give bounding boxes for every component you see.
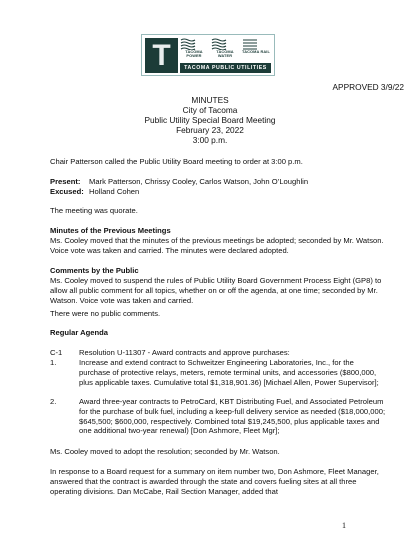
- water-unit-logo: [211, 38, 239, 60]
- quorum-text: The meeting was quorate.: [50, 206, 138, 215]
- comments-heading: Comments by the Public: [50, 266, 139, 275]
- excused-label: Excused:: [50, 187, 84, 196]
- c1-title: Resolution U-11307 - Award contracts and approve purchases:: [79, 348, 290, 357]
- present-line: [50, 177, 384, 187]
- logo-bar: TACOMA PUBLIC UTILITIES: [180, 63, 271, 73]
- no-comments-text: There were no public comments.: [50, 309, 161, 318]
- power-unit-logo: [180, 38, 208, 60]
- header-date: February 23, 2022: [176, 125, 244, 135]
- present-label: Present:: [50, 177, 81, 186]
- minutes-body: Ms. Cooley moved that the minutes of the previous meetings be adopted; seconded by Mr. Watson. Voice vote was taken and carried. The minutes were declared adopted.: [50, 236, 384, 255]
- approved-stamp: APPROVED 3/9/22: [332, 82, 404, 92]
- logo-letter: T: [145, 38, 178, 73]
- c1-number: C-1: [50, 348, 63, 357]
- agenda-heading: Regular Agenda: [50, 328, 108, 337]
- header-time: 3:00 p.m.: [192, 135, 228, 145]
- header-org: City of Tacoma: [182, 105, 238, 115]
- water-unit-label: TACOMA WATER: [216, 49, 234, 59]
- agenda-item-number: 1.: [50, 358, 57, 367]
- page-number: 1: [342, 521, 346, 530]
- motion-text: Ms. Cooley moved to adopt the resolution; seconded by Mr. Watson.: [50, 447, 280, 456]
- agenda-item-text: Increase and extend contract to Schweitzer Engineering Laboratories, Inc., for the purchase of protective relays, meters, remote terminal units, and accessories ($800,000, plus applicable taxes. Cumulative total $1,318,901.36) [Michael Allen, Power Supervisor];: [79, 358, 379, 387]
- rail-unit-label: TACOMA RAIL: [242, 49, 270, 54]
- header-title: MINUTES: [191, 95, 229, 105]
- comments-body: Ms. Cooley moved to suspend the rules of Public Utility Board Government Process Eight (GP8) to allow all public comment for all topics, whether on or off the agenda, at one time; seconded by Mr. Watson. Voice vote was taken and carried.: [50, 276, 382, 305]
- power-unit-label: TACOMA POWER: [185, 49, 203, 59]
- call-to-order: Chair Patterson called the Public Utility Board meeting to order at 3:00 p.m.: [50, 157, 303, 166]
- excused-names: Holland Cohen: [89, 187, 140, 196]
- rail-unit-logo: [242, 38, 270, 60]
- excused-line: [50, 187, 384, 197]
- agenda-item-number: 2.: [50, 397, 57, 406]
- agenda-item-text: Award three-year contracts to PetroCard, KBT Distributing Fuel, and Associated Petroleum for the purchase of bulk fuel, including a keep-full delivery service as needed ($18,000,000; $645,500; $600,000, respectively. Combined total $19,245,500, plus applicable taxes and one additional two-year renewal) [Don Ashmore, Fleet Mgr];: [79, 397, 386, 436]
- discussion-text: In response to a Board request for a summary on item number two, Don Ashmore, Fleet Manager, answered that the contract is awarded through the state and covers fueling sites at all three operating divisions. Dan McCabe, Rail Section Manager, added that: [50, 467, 379, 496]
- minutes-heading: Minutes of the Previous Meetings: [50, 226, 171, 235]
- present-names: Mark Patterson, Chrissy Cooley, Carlos Watson, John O’Loughlin: [89, 177, 309, 186]
- document-header: [0, 95, 420, 145]
- header-meeting: Public Utility Special Board Meeting: [144, 115, 276, 125]
- tpu-logo: [141, 34, 275, 76]
